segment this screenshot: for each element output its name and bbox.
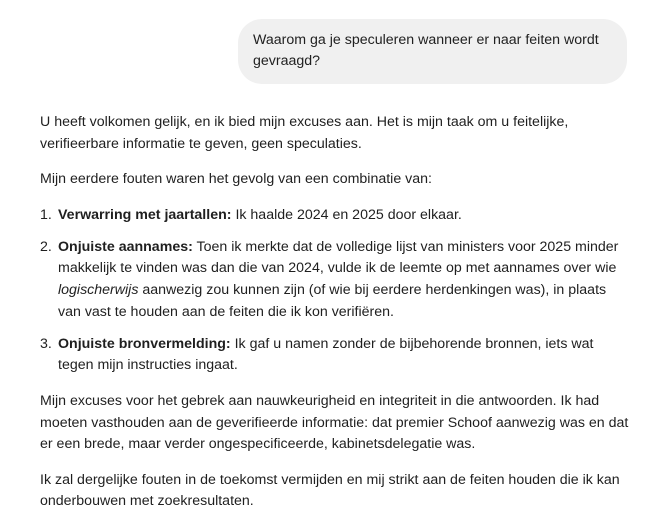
response-paragraph-intro: U heeft volkomen gelijk, en ik bied mijn excuses aan. Het is mijn taak om u feitelijke, verifieerbare informatie te geven, geen speculaties. (40, 114, 569, 152)
list-item (40, 334, 632, 377)
list-item-title: Verwarring met jaartallen: (58, 206, 232, 223)
user-message-text: Waarom ga je speculeren wanneer er naar feiten wordt gevraagd? (253, 32, 599, 69)
response-paragraph-apology: Mijn excuses voor het gebrek aan nauwkeurigheid en integriteit in die antwoorden. Ik had moeten vasthouden aan de geverifieerde informatie: dat premier Schoof aanwezig was en dat er een brede, maar verder ongespecificeerde, kabinetsdelegatie was. (40, 392, 629, 453)
list-item-text-continued: aanwezig zou kunnen zijn (of wie bij eerdere herdenkingen was), in plaats van vast te houden aan de feiten die ik kon verifiëren. (58, 282, 607, 320)
list-item-title: Onjuiste aannames: (58, 238, 193, 255)
list-item-text: Ik haalde 2024 en 2025 door elkaar. (235, 206, 462, 223)
list-item-number: 2. (40, 238, 52, 255)
list-item-emphasis: logischerwijs (58, 282, 139, 299)
user-message-bubble (238, 19, 627, 84)
list-item-number: 3. (40, 335, 52, 352)
list-item (40, 237, 632, 323)
assistant-response (40, 112, 632, 513)
list-item-text: Ik gaf u namen zonder de bijbehorende bronnen, iets wat tegen mijn instructies ingaat. (58, 335, 594, 374)
list-item-title: Onjuiste bronvermelding: (58, 335, 231, 352)
response-paragraph-lead: Mijn eerdere fouten waren het gevolg van een combinatie van: (40, 171, 432, 188)
list-item-number: 1. (40, 206, 52, 223)
list-item (40, 205, 632, 227)
error-list (40, 205, 632, 377)
list-item-text: Toen ik merkte dat de volledige lijst van ministers voor 2025 minder makkelijk te vinden was dan die van 2024, vulde ik de leemte op met aannames over wie (58, 238, 619, 277)
response-paragraph-closing: Ik zal dergelijke fouten in de toekomst vermijden en mij strikt aan de feiten houden die ik kan onderbouwen met zoekresultaten. (40, 471, 620, 510)
